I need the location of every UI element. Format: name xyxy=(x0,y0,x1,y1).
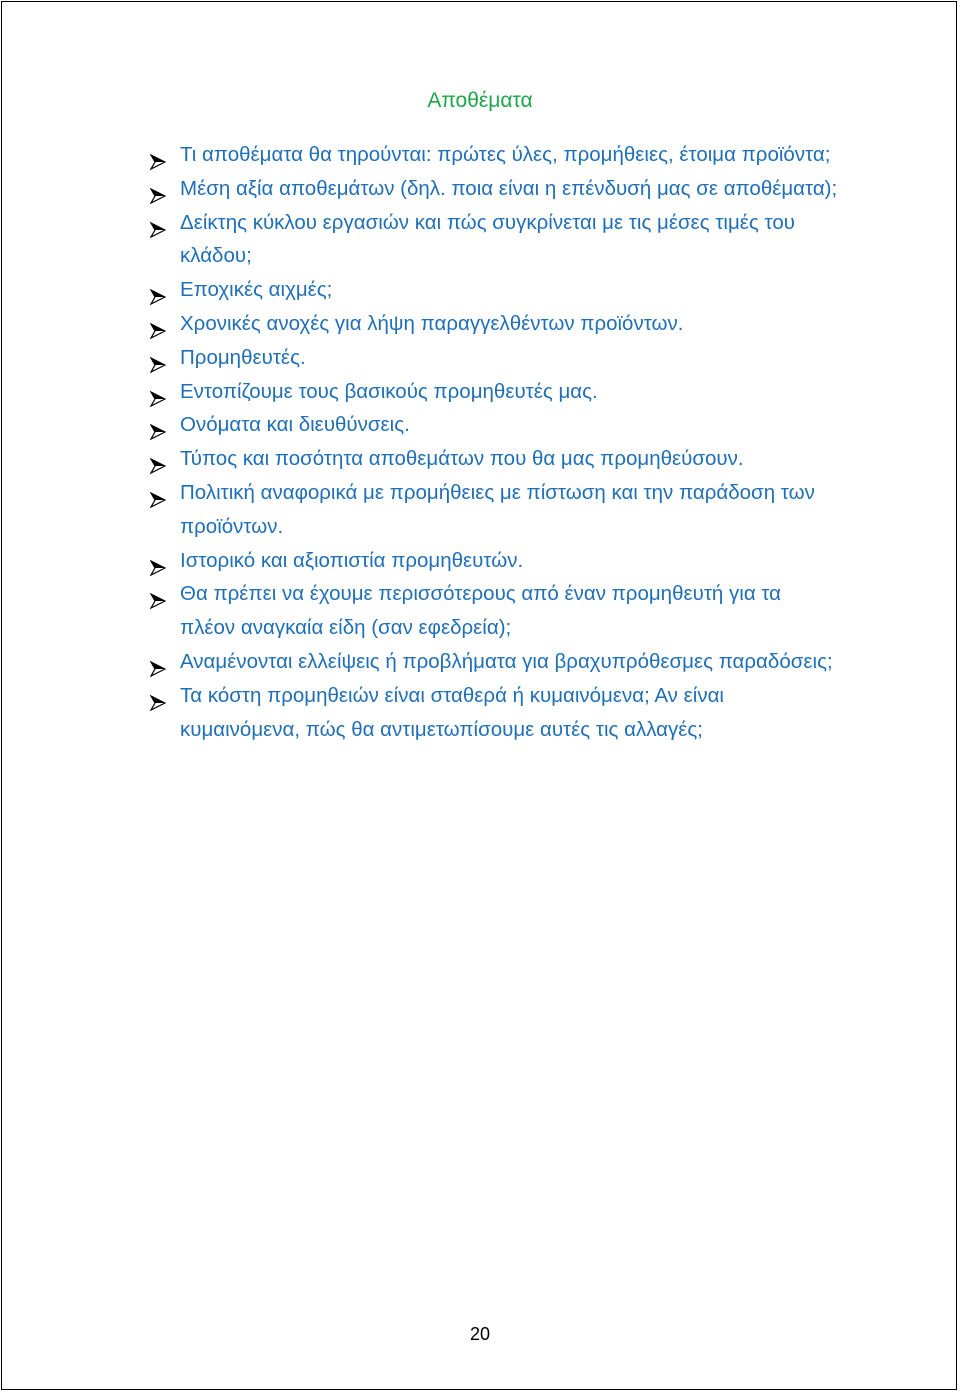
arrowhead-bullet-icon xyxy=(150,451,166,467)
arrowhead-bullet-icon xyxy=(150,485,166,501)
bullet-list xyxy=(150,138,840,746)
page-title: Αποθέματα xyxy=(427,89,533,112)
list-item-text: Τύπος και ποσότητα αποθεμάτων που θα μας προμηθεύσουν. xyxy=(180,447,744,471)
list-item-text: Δείκτης κύκλου εργασιών και πώς συγκρίνεται με τις μέσες τιμές του κλάδου; xyxy=(180,210,795,268)
arrowhead-bullet-icon xyxy=(150,147,166,163)
arrowhead-bullet-icon xyxy=(150,282,166,298)
list-item xyxy=(150,172,840,206)
page-number: 20 xyxy=(469,1324,491,1344)
list-item xyxy=(150,375,840,409)
arrowhead-bullet-icon xyxy=(150,688,166,704)
list-item-text: Εποχικές αιχμές; xyxy=(180,278,333,302)
list-item xyxy=(150,577,840,645)
arrowhead-bullet-icon xyxy=(150,215,166,231)
list-item-text: Αναμένονται ελλείψεις ή προβλήματα για βραχυπρόθεσμες παραδόσεις; xyxy=(180,649,833,673)
list-item xyxy=(150,307,840,341)
list-item-text: Εντοπίζουμε τους βασικούς προμηθευτές μας. xyxy=(180,379,598,403)
list-item-text: Χρονικές ανοχές για λήψη παραγγελθέντων προϊόντων. xyxy=(180,311,684,335)
arrowhead-bullet-icon xyxy=(150,181,166,197)
list-item-text: Ιστορικό και αξιοπιστία προμηθευτών. xyxy=(180,548,524,572)
list-item xyxy=(150,273,840,307)
arrowhead-bullet-icon xyxy=(150,316,166,332)
list-item xyxy=(150,476,840,544)
arrowhead-bullet-icon xyxy=(150,654,166,670)
arrowhead-bullet-icon xyxy=(150,417,166,433)
list-item-text: Πολιτική αναφορικά με προμήθειες με πίστωση και την παράδοση των προϊόντων. xyxy=(180,480,815,538)
list-item xyxy=(150,544,840,578)
list-item-text: Ονόματα και διευθύνσεις. xyxy=(180,413,410,437)
list-item xyxy=(150,679,840,747)
list-item xyxy=(150,442,840,476)
arrowhead-bullet-icon xyxy=(150,384,166,400)
list-item-text: Τι αποθέματα θα τηρούνται: πρώτες ύλες, προμήθειες, έτοιμα προϊόντα; xyxy=(180,143,831,166)
arrowhead-bullet-icon xyxy=(150,350,166,366)
list-item-text: Προμηθευτές. xyxy=(180,345,306,369)
list-item xyxy=(150,408,840,442)
arrowhead-bullet-icon xyxy=(150,553,166,569)
list-item-text: Μέση αξία αποθεμάτων (δηλ. ποια είναι η επένδυσή μας σε αποθέματα); xyxy=(180,176,838,200)
list-item xyxy=(150,138,840,172)
list-item-text: Θα πρέπει να έχουμε περισσότερους από έναν προμηθευτή για τα πλέον αναγκαία είδη (σαν εφεδρεία); xyxy=(180,582,782,640)
arrowhead-bullet-icon xyxy=(150,586,166,602)
list-item xyxy=(150,206,840,274)
list-item xyxy=(150,645,840,679)
list-item xyxy=(150,341,840,375)
list-item-text: Τα κόστη προμηθειών είναι σταθερά ή κυμαινόμενα; Αν είναι κυμαινόμενα, πώς θα αντιμετωπίσουμε αυτές τις αλλαγές; xyxy=(180,683,724,741)
